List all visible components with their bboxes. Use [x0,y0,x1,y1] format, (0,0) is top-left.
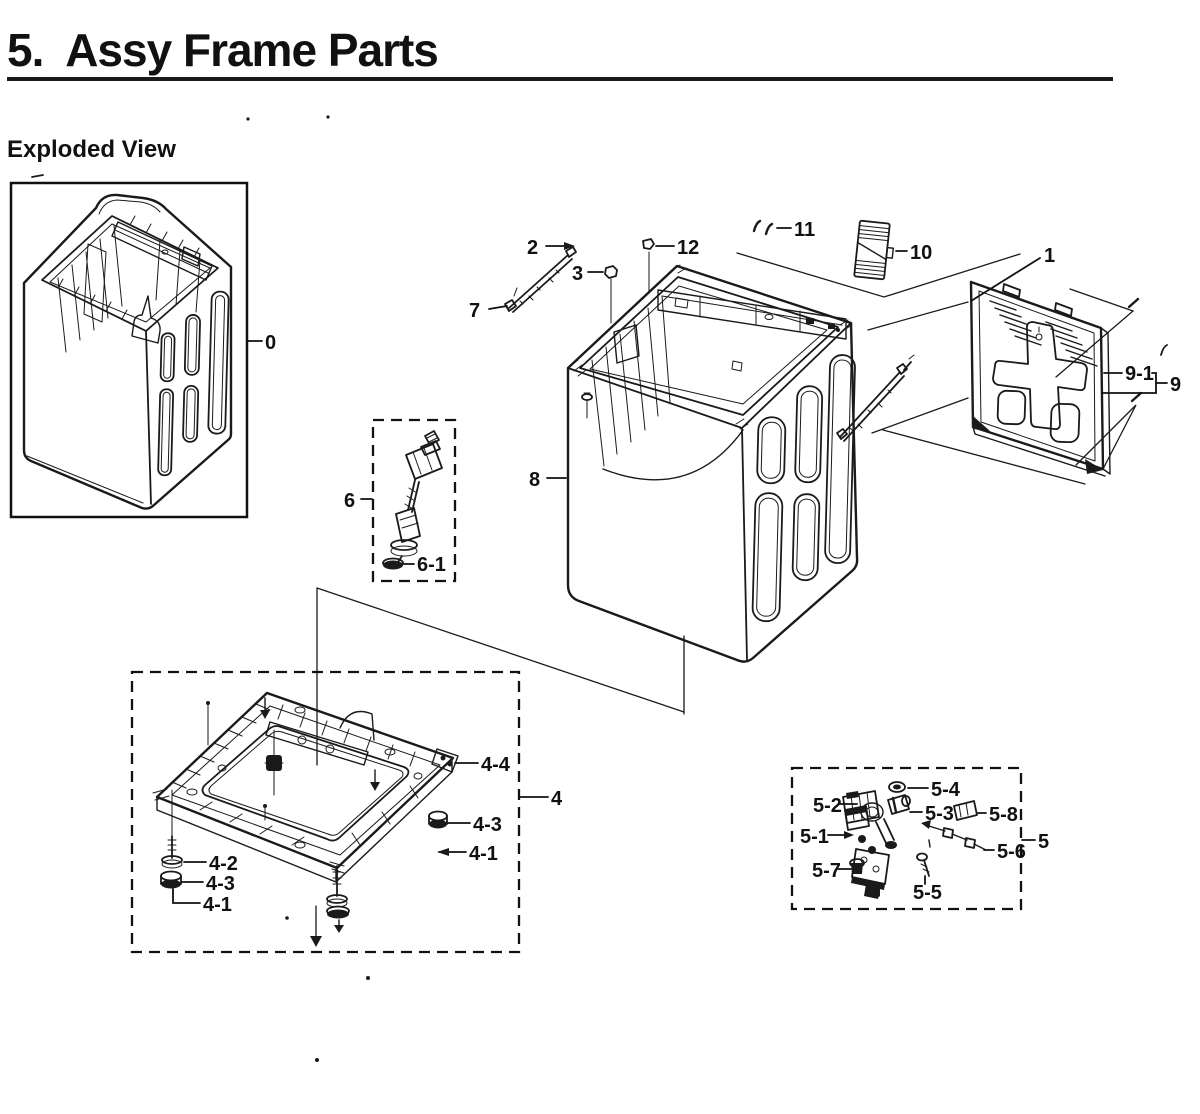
callout-4-1-right [437,843,498,865]
callout-5-4-label: 5-4 [931,779,960,801]
callout-3 [572,263,617,323]
callout-1-label: 1 [1044,245,1056,267]
callout-5-3 [910,803,954,825]
callout-3-label: 3 [572,263,584,285]
callout-5-7 [812,860,851,882]
callout-4-4 [455,754,511,776]
bolt-part12 [643,239,654,249]
callout-5-3-label: 5-3 [925,803,954,825]
callout-4-3-right-label: 4-3 [473,814,502,836]
callout-4-3-right [448,814,502,836]
callout-5-5 [913,876,942,904]
assembled-frame-box [11,183,276,517]
callout-6 [344,490,372,512]
callout-4-label: 4 [551,788,563,810]
callout-0-label: 0 [265,332,277,354]
rear-panel-drawing [971,282,1110,476]
callout-4-3-left-label: 4-3 [206,873,235,895]
callout-9-label: 9 [1170,374,1182,396]
callout-4-1-right-label: 4-1 [469,843,498,865]
callout-5-4 [908,779,961,801]
callout-10 [896,242,932,264]
callout-8 [529,469,566,491]
callout-7 [469,300,507,322]
callout-4-1-left-label: 4-1 [203,894,232,916]
callout-5-8 [978,804,1018,826]
callout-6-1 [404,554,446,576]
scan-marks [32,115,1167,1062]
washer-unit-drawing [24,195,231,509]
callout-5-2-label: 5-2 [813,795,842,817]
title-underline [7,77,1113,81]
callout-4 [520,788,563,810]
callout-4-1-left [173,889,232,916]
screw-on-face [582,394,592,400]
clips-drawing [754,221,772,234]
callout-6-label: 6 [344,490,356,512]
callout-4-2-label: 4-2 [209,853,238,875]
callout-6-1-label: 6-1 [417,554,446,576]
callout-5-7-label: 5-7 [812,860,841,882]
callout-7-label: 7 [469,300,481,322]
callout-8-label: 8 [529,469,541,491]
rear-rod-drawing [837,355,914,441]
leveling-leg-box [344,420,455,581]
bracket-drawing [854,221,896,280]
base-frame-box [132,672,519,952]
base-frame-drawing [153,693,458,933]
callout-5-1 [800,826,854,848]
page-title: 5. Assy Frame Parts [7,24,438,76]
leveling-leg-drawing [383,431,442,570]
valve-assembly-box [792,768,1026,909]
callout-12-label: 12 [677,237,700,259]
callout-9-group [1102,363,1181,396]
nut-part3 [605,266,617,278]
section-subtitle: Exploded View [7,136,176,163]
callout-11 [777,219,815,241]
callout-4-4-label: 4-4 [481,754,510,776]
page-header [7,24,1113,163]
callout-5-1-label: 5-1 [800,826,829,848]
callout-9-1-label: 9-1 [1125,363,1154,385]
support-rod-drawing [505,247,576,312]
callout-4-2 [184,853,238,875]
frame-cabinet-drawing [568,265,857,662]
callout-0 [247,332,276,354]
callout-1 [971,245,1055,301]
callout-5 [1022,831,1049,853]
callout-5-5-label: 5-5 [913,882,942,904]
callout-5-label: 5 [1038,831,1050,853]
callout-4-3-left [182,873,235,895]
callout-11-label: 11 [794,219,816,241]
callout-2-label: 2 [527,237,539,259]
callout-10-label: 10 [910,242,933,264]
callout-5-8-label: 5-8 [989,804,1018,826]
callout-5-6 [984,841,1026,863]
callout-5-6-label: 5-6 [997,841,1026,863]
